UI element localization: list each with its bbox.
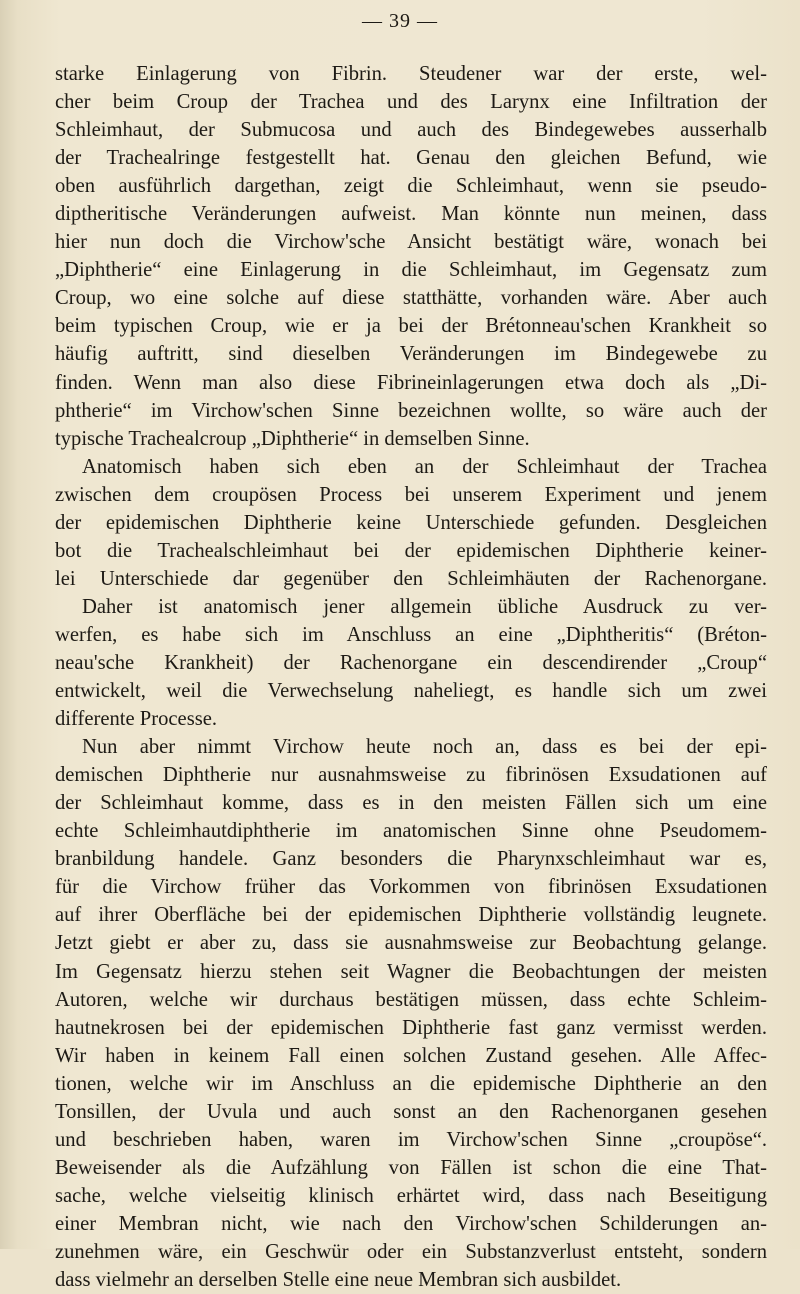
text-line: diptheritische Veränderungen aufweist. Man könnte nun meinen, dass: [55, 203, 767, 226]
text-line: „Diphtherie“ eine Einlagerung in die Schleimhaut, im Gegensatz zum: [55, 259, 767, 282]
text-line: tionen, welche wir im Anschluss an die epidemische Diphtherie an den: [55, 1072, 767, 1095]
text-line: oben ausführlich dargethan, zeigt die Schleimhaut, wenn sie pseudo-: [55, 175, 767, 198]
text-line: Im Gegensatz hierzu stehen seit Wagner die Beobachtungen der meisten: [55, 960, 767, 983]
text-line: Beweisender als die Aufzählung von Fällen ist schon die eine That-: [55, 1156, 767, 1179]
body-text: [55, 60, 767, 1294]
text-line: starke Einlagerung von Fibrin. Steudener war der erste, wel-: [55, 63, 767, 85]
text-line: lei Unterschiede dar gegenüber den Schleimhäuten der Rachenorgane.: [55, 567, 767, 590]
text-line: Jetzt giebt er aber zu, dass sie ausnahmsweise zur Beobachtung gelange.: [55, 932, 767, 955]
text-line: einer Membran nicht, wie nach den Virchow'schen Schilderungen an-: [55, 1212, 767, 1235]
text-line: und beschrieben haben, waren im Virchow'schen Sinne „croupöse“.: [55, 1128, 767, 1151]
text-line: werfen, es habe sich im Anschluss an eine „Diphtheritis“ (Bréton-: [55, 623, 767, 646]
text-line: sache, welche vielseitig klinisch erhärtet wird, dass nach Beseitigung: [55, 1184, 767, 1207]
text-line: hautnekrosen bei der epidemischen Diphtherie fast ganz vermisst werden.: [55, 1016, 767, 1039]
text-line: Tonsillen, der Uvula und auch sonst an den Rachenorganen gesehen: [55, 1100, 767, 1123]
text-line: der epidemischen Diphtherie keine Unterschiede gefunden. Desgleichen: [55, 511, 767, 534]
text-line: finden. Wenn man also diese Fibrineinlagerungen etwa doch als „Di-: [55, 371, 767, 394]
text-line: für die Virchow früher das Vorkommen von fibrinösen Exsudationen: [55, 876, 767, 899]
text-line: phtherie“ im Virchow'schen Sinne bezeichnen wollte, so wäre auch der: [55, 399, 767, 422]
text-line: Wir haben in keinem Fall einen solchen Zustand gesehen. Alle Affec-: [55, 1044, 767, 1067]
text-line: der Schleimhaut komme, dass es in den meisten Fällen sich um eine: [55, 792, 767, 815]
text-line: beim typischen Croup, wie er ja bei der Brétonneau'schen Krankheit so: [55, 315, 767, 338]
text-line: zunehmen wäre, ein Geschwür oder ein Substanzverlust entsteht, sondern: [55, 1240, 767, 1263]
page-number: — 39 —: [362, 10, 438, 32]
text-line: dass vielmehr an derselben Stelle eine neue Membran sich ausbildet.: [55, 1269, 622, 1292]
text-line: branbildung handele. Ganz besonders die Pharynxschleimhaut war es,: [55, 848, 767, 871]
text-line: der Trachealringe festgestellt hat. Genau den gleichen Befund, wie: [55, 147, 767, 170]
text-line: Croup, wo eine solche auf diese statthätte, vorhanden wäre. Aber auch: [55, 287, 767, 310]
text-line: echte Schleimhautdiphtherie im anatomischen Sinne ohne Pseudomem-: [55, 820, 767, 843]
text-line: Autoren, welche wir durchaus bestätigen müssen, dass echte Schleim-: [55, 988, 767, 1011]
text-line: Daher ist anatomisch jener allgemein übliche Ausdruck zu ver-: [82, 595, 767, 618]
text-line: hier nun doch die Virchow'sche Ansicht bestätigt wäre, wonach bei: [55, 231, 767, 254]
text-line: auf ihrer Oberfläche bei der epidemischen Diphtherie vollständig leugnete.: [55, 904, 767, 927]
text-line: Schleimhaut, der Submucosa und auch des Bindegewebes ausserhalb: [55, 119, 767, 142]
text-line: bot die Trachealschleimhaut bei der epidemischen Diphtherie keiner-: [55, 539, 767, 562]
text-line: demischen Diphtherie nur ausnahmsweise zu fibrinösen Exsudationen auf: [55, 764, 767, 787]
text-line: Nun aber nimmt Virchow heute noch an, dass es bei der epi-: [82, 736, 767, 759]
text-line: typische Trachealcroup „Diphtherie“ in demselben Sinne.: [55, 427, 530, 450]
text-line: Anatomisch haben sich eben an der Schleimhaut der Trachea: [82, 455, 767, 478]
text-line: neau'sche Krankheit) der Rachenorgane ein descendirender „Croup“: [55, 651, 767, 674]
text-line: differente Processe.: [55, 708, 218, 731]
text-line: häufig auftritt, sind dieselben Veränderungen im Bindegewebe zu: [55, 343, 767, 366]
text-line: zwischen dem croupösen Process bei unserem Experiment und jenem: [55, 483, 767, 506]
text-line: cher beim Croup der Trachea und des Larynx eine Infiltration der: [55, 91, 767, 114]
text-line: entwickelt, weil die Verwechselung naheliegt, es handle sich um zwei: [55, 680, 767, 703]
